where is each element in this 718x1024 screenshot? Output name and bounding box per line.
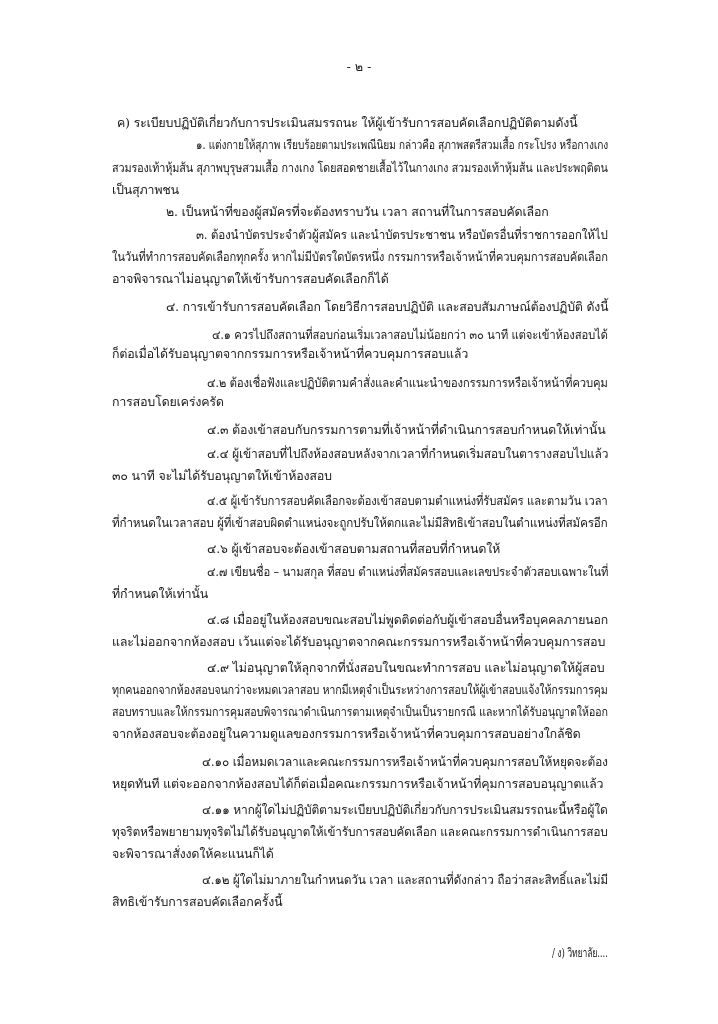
rule-3-line-2: ในวันที่ทำการสอบคัดเลือกทุกครั้ง หากไม่มีบัตรใดบัตรหนึ่ง กรรมการหรือเจ้าหน้าที่ควบคุมการสอบคัดเลือก [112, 249, 608, 264]
rule-4-11-line-3: จะพิจารณาสั่งงดให้คะแนนก็ได้ [112, 846, 274, 861]
rule-4-10-line-2: หยุดทันที แต่จะออกจากห้องสอบได้ก็ต่อเมื่อคณะกรรมการหรือเจ้าหน้าที่คุมการสอบอนุญาตแล้ว [112, 776, 604, 791]
rule-4-7-line-1: ๔.๗ เขียนชื่อ – นามสกุล ที่สอบ ตำแหน่งที่สมัครสอบและเลขประจำตัวสอบเฉพาะในที่ [207, 564, 609, 579]
rule-4-2-line-1: ๔.๒ ต้องเชื่อฟังและปฏิบัติตามคำสั่งและคำแนะนำของกรรมการหรือเจ้าหน้าที่ควบคุม [207, 375, 608, 390]
rule-4-6: ๔.๖ ผู้เข้าสอบจะต้องเข้าสอบตามสถานที่สอบที่กำหนดให้ [207, 541, 501, 556]
rule-4-1-line-2: ก็ต่อเมื่อได้รับอนุญาตจากกรรมการหรือเจ้าหน้าที่ควบคุมการสอบแล้ว [112, 346, 469, 361]
rule-4-1-line-1: ๔.๑ ควรไปถึงสถานที่สอบก่อนเริ่มเวลาสอบไม่น้อยกว่า ๓๐ นาที แต่จะเข้าห้องสอบได้ [212, 327, 608, 342]
rule-4-8-line-2: และไม่ออกจากห้องสอบ เว้นแต่จะได้รับอนุญาตจากคณะกรรมการหรือเจ้าหน้าที่ควบคุมการสอบ [112, 634, 606, 649]
page-number: - ๒ - [346, 59, 372, 74]
rule-1-line-3: เป็นสุภาพชน [112, 182, 179, 197]
rule-4-9-line-2: ทุกคนออกจากห้องสอบจนกว่าจะหมดเวลาสอบ หากมีเหตุจำเป็นระหว่างการสอบให้ผู้เข้าสอบแจ้งให้กรรมการคุม [112, 682, 608, 697]
rule-3-line-3: อาจพิจารณาไม่อนุญาตให้เข้ารับการสอบคัดเลือกก็ได้ [112, 271, 389, 286]
rule-4-10-line-1: ๔.๑๐ เมื่อหมดเวลาและคณะกรรมการหรือเจ้าหน้าที่ควบคุมการสอบให้หยุดจะต้อง [202, 754, 608, 769]
rule-4-4-line-1: ๔.๔ ผู้เข้าสอบที่ไปถึงห้องสอบหลังจากเวลาที่กำหนดเริ่มสอบในตารางสอบไปแล้ว [207, 446, 609, 461]
rule-4-4-line-2: ๓๐ นาที จะไม่ได้รับอนุญาตให้เข้าห้องสอบ [112, 468, 332, 483]
rule-4-8-line-1: ๔.๘ เมื่ออยู่ในห้องสอบขณะสอบไม่พูดติดต่อกับผู้เข้าสอบอื่นหรือบุคคลภายนอก [207, 612, 609, 627]
rule-2: ๒. เป็นหน้าที่ของผู้สมัครที่จะต้องทราบวัน เวลา สถานที่ในการสอบคัดเลือก [166, 204, 549, 219]
rule-4-11-line-2: ทุจริตหรือพยายามทุจริตไม่ได้รับอนุญาตให้เข้ารับการสอบคัดเลือก และคณะกรรมการดำเนินการสอบ [112, 824, 608, 839]
rule-4-12-line-2: สิทธิเข้ารับการสอบคัดเลือกครั้งนี้ [112, 894, 283, 909]
rule-4-7-line-2: ที่กำหนดให้เท่านั้น [112, 586, 209, 601]
rule-1-line-1: ๑. แต่งกายให้สุภาพ เรียบร้อยตามประเพณีนิยม กล่าวคือ สุภาพสตรีสวมเสื้อ กระโปรง หรือกางเกง [196, 137, 609, 152]
rule-4-5-line-2: ที่กำหนดในเวลาสอบ ผู้ที่เข้าสอบผิดตำแหน่งจะถูกปรับให้ตกและไม่มีสิทธิเข้าสอบในตำแหน่งที่สมัครอีก [112, 515, 608, 530]
continuation-note: / ง) วิทยาลัย.... [552, 945, 608, 960]
rule-4-9-line-3: สอบทราบและให้กรรมการคุมสอบพิจารณาดำเนินการตามเหตุจำเป็นเป็นรายกรณี และหากได้รับอนุญาตให้ออก [112, 704, 608, 719]
rule-4-5-line-1: ๔.๕ ผู้เข้ารับการสอบคัดเลือกจะต้องเข้าสอบตามตำแหน่งที่รับสมัคร และตามวัน เวลา [207, 493, 608, 508]
section-heading-c: ค) ระเบียบปฏิบัติเกี่ยวกับการประเมินสมรรถนะ ให้ผู้เข้ารับการสอบคัดเลือกปฏิบัติตามดังนี้ [117, 115, 578, 130]
rule-3-line-1: ๓. ต้องนำบัตรประจำตัวผู้สมัคร และนำบัตรประชาชน หรือบัตรอื่นที่ราชการออกให้ไป [196, 227, 608, 242]
rule-4-2-line-2: การสอบโดยเคร่งครัด [112, 394, 224, 409]
rule-4-9-line-4: จากห้องสอบจะต้องอยู่ในความดูแลของกรรมการหรือเจ้าหน้าที่ควบคุมการสอบอย่างใกล้ชิด [112, 726, 581, 741]
rule-4-12-line-1: ๔.๑๒ ผู้ใดไม่มาภายในกำหนดวัน เวลา และสถานที่ดังกล่าว ถือว่าสละสิทธิ์และไม่มี [202, 872, 608, 887]
rule-4-9-line-1: ๔.๙ ไม่อนุญาตให้ลุกจากที่นั่งสอบในขณะทำการสอบ และไม่อนุญาตให้ผู้สอบ [207, 660, 605, 675]
rule-1-line-2: สวมรองเท้าหุ้มส้น สุภาพบุรุษสวมเสื้อ กางเกง โดยสอดชายเสื้อไว้ในกางเกง สวมรองเท้าหุ้มส้น และประพฤติตน [112, 160, 608, 175]
rule-4-11-line-1: ๔.๑๑ หากผู้ใดไม่ปฏิบัติตามระเบียบปฏิบัติเกี่ยวกับการประเมินสมรรถนะนี้หรือผู้ใด [202, 802, 608, 817]
rule-4-heading: ๔. การเข้ารับการสอบคัดเลือก โดยวิธีการสอบปฏิบัติ และสอบสัมภาษณ์ต้องปฏิบัติ ดังนี้ [166, 299, 609, 314]
rule-4-3: ๔.๓ ต้องเข้าสอบกับกรรมการตามที่เจ้าหน้าที่ดำเนินการสอบกำหนดให้เท่านั้น [207, 422, 606, 437]
